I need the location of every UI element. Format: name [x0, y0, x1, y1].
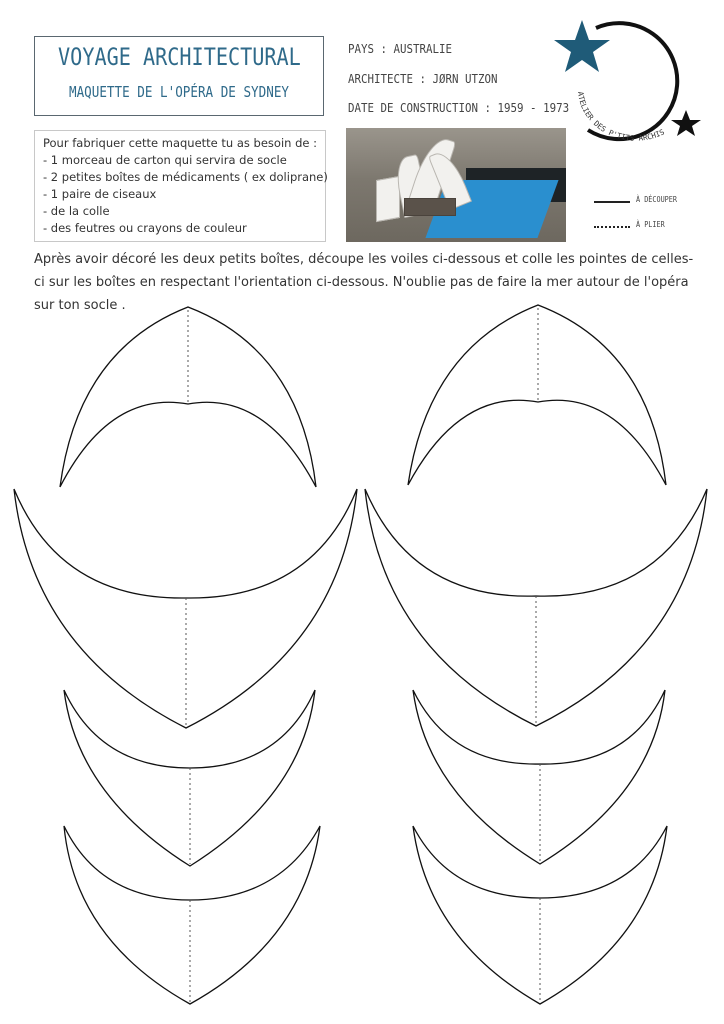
logo [548, 14, 708, 150]
large-sail-right [365, 489, 707, 726]
crescent-cutout-left [60, 307, 316, 487]
instructions-text: Après avoir décoré les deux petits boîtes, découpe les voiles ci-dessous et colle les pointes de celles-ci sur les boîtes en respectant l'orientation ci-dessous. N'oublie pas de faire la mer autour de l'opéra sur ton socle . [34, 252, 694, 313]
crescent-cutout-right [408, 305, 666, 485]
photo-box [404, 198, 456, 216]
page-title: VOYAGE ARCHITECTURAL [58, 43, 301, 71]
list-item: - 2 petites boîtes de médicaments ( ex doliprane) [43, 170, 328, 184]
materials-box [34, 130, 326, 242]
star-icon [671, 110, 701, 136]
small-sail-right [413, 826, 667, 1004]
legend-cut: À DÉCOUPER [636, 195, 677, 204]
logo-text: ATELIER DES P'TITS ARCHIS [575, 91, 666, 143]
list-item: - 1 morceau de carton qui servira de socle [43, 153, 287, 167]
list-item: - 1 paire de ciseaux [43, 187, 157, 201]
list-item: - des feutres ou crayons de couleur [43, 221, 247, 235]
large-sail-left [14, 489, 357, 728]
list-item: - de la colle [43, 204, 110, 218]
meta-architect: ARCHITECTE : JØRN UTZON [348, 72, 498, 86]
materials-intro: Pour fabriquer cette maquette tu as besoin de : [43, 136, 318, 150]
model-photo [346, 128, 566, 242]
medium-sail-right [413, 690, 665, 864]
title-box [34, 36, 324, 116]
medium-sail-left [64, 690, 315, 866]
cut-line-sample [594, 201, 630, 203]
photo-shell [376, 176, 400, 222]
meta-date: DATE DE CONSTRUCTION : 1959 - 1973 [348, 101, 570, 115]
page-subtitle: MAQUETTE DE L'OPÉRA DE SYDNEY [68, 83, 290, 101]
legend-fold: À PLIER [636, 220, 665, 229]
fold-line-sample [594, 226, 630, 228]
meta-country: PAYS : AUSTRALIE [348, 42, 453, 56]
small-sail-left [64, 826, 320, 1004]
